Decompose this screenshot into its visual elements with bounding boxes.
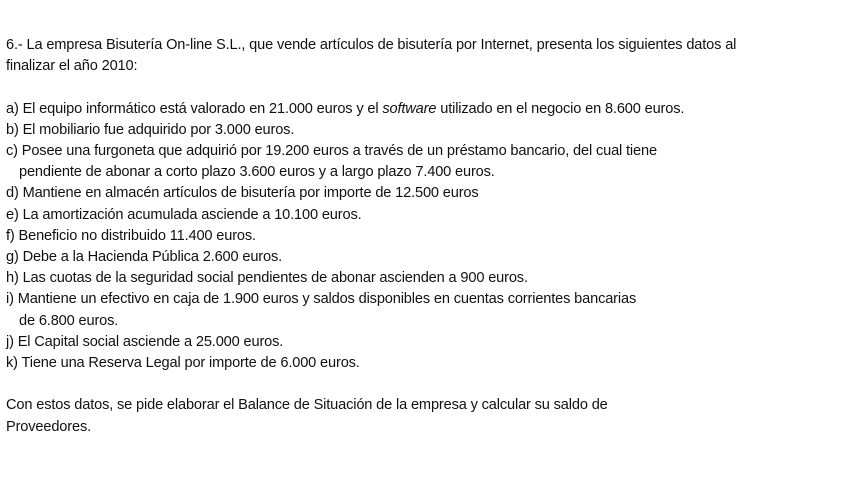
- item-i-line-2: de 6.800 euros.: [19, 312, 119, 329]
- item-c-line-2: pendiente de abonar a corto plazo 3.600 euros y a largo plazo 7.400 euros.: [19, 164, 495, 181]
- task-line-1: Con estos datos, se pide elaborar el Balance de Situación de la empresa y calcular su saldo de: [6, 397, 608, 414]
- intro-line-2: finalizar el año 2010:: [6, 58, 138, 75]
- item-f: f) Beneficio no distribuido 11.400 euros.: [6, 227, 256, 244]
- item-k: k) Tiene una Reserva Legal por importe de 6.000 euros.: [6, 355, 360, 372]
- item-a-text-after: utilizado en el negocio en 8.600 euros.: [436, 100, 685, 117]
- item-h: h) Las cuotas de la seguridad social pendientes de abonar ascienden a 900 euros.: [6, 270, 528, 287]
- intro-line-1: 6.- La empresa Bisutería On-line S.L., que vende artículos de bisutería por Internet, presenta los siguientes datos al: [6, 37, 737, 53]
- item-g: g) Debe a la Hacienda Pública 2.600 euros.: [6, 249, 283, 266]
- paragraph-gap: [6, 77, 842, 98]
- item-b: b) El mobiliario fue adquirido por 3.000 euros.: [6, 121, 295, 138]
- exercise-document: [6, 35, 842, 438]
- item-a-text-before: a) El equipo informático está valorado en 21.000 euros y el: [6, 100, 383, 117]
- task-line-2: Proveedores.: [6, 418, 92, 435]
- item-a: [6, 99, 842, 120]
- paragraph-gap: [6, 374, 842, 395]
- item-d: d) Mantiene en almacén artículos de bisutería por importe de 12.500 euros: [6, 185, 479, 202]
- item-j: j) El Capital social asciende a 25.000 euros.: [6, 333, 284, 350]
- item-e: e) La amortización acumulada asciende a 10.100 euros.: [6, 206, 362, 223]
- item-c-line-1: c) Posee una furgoneta que adquirió por 19.200 euros a través de un préstamo bancario, del cual tiene: [6, 143, 657, 159]
- item-i-line-1: i) Mantiene un efectivo en caja de 1.900 euros y saldos disponibles en cuentas corrientes bancarias: [6, 291, 637, 308]
- item-a-software-term: software: [382, 100, 437, 117]
